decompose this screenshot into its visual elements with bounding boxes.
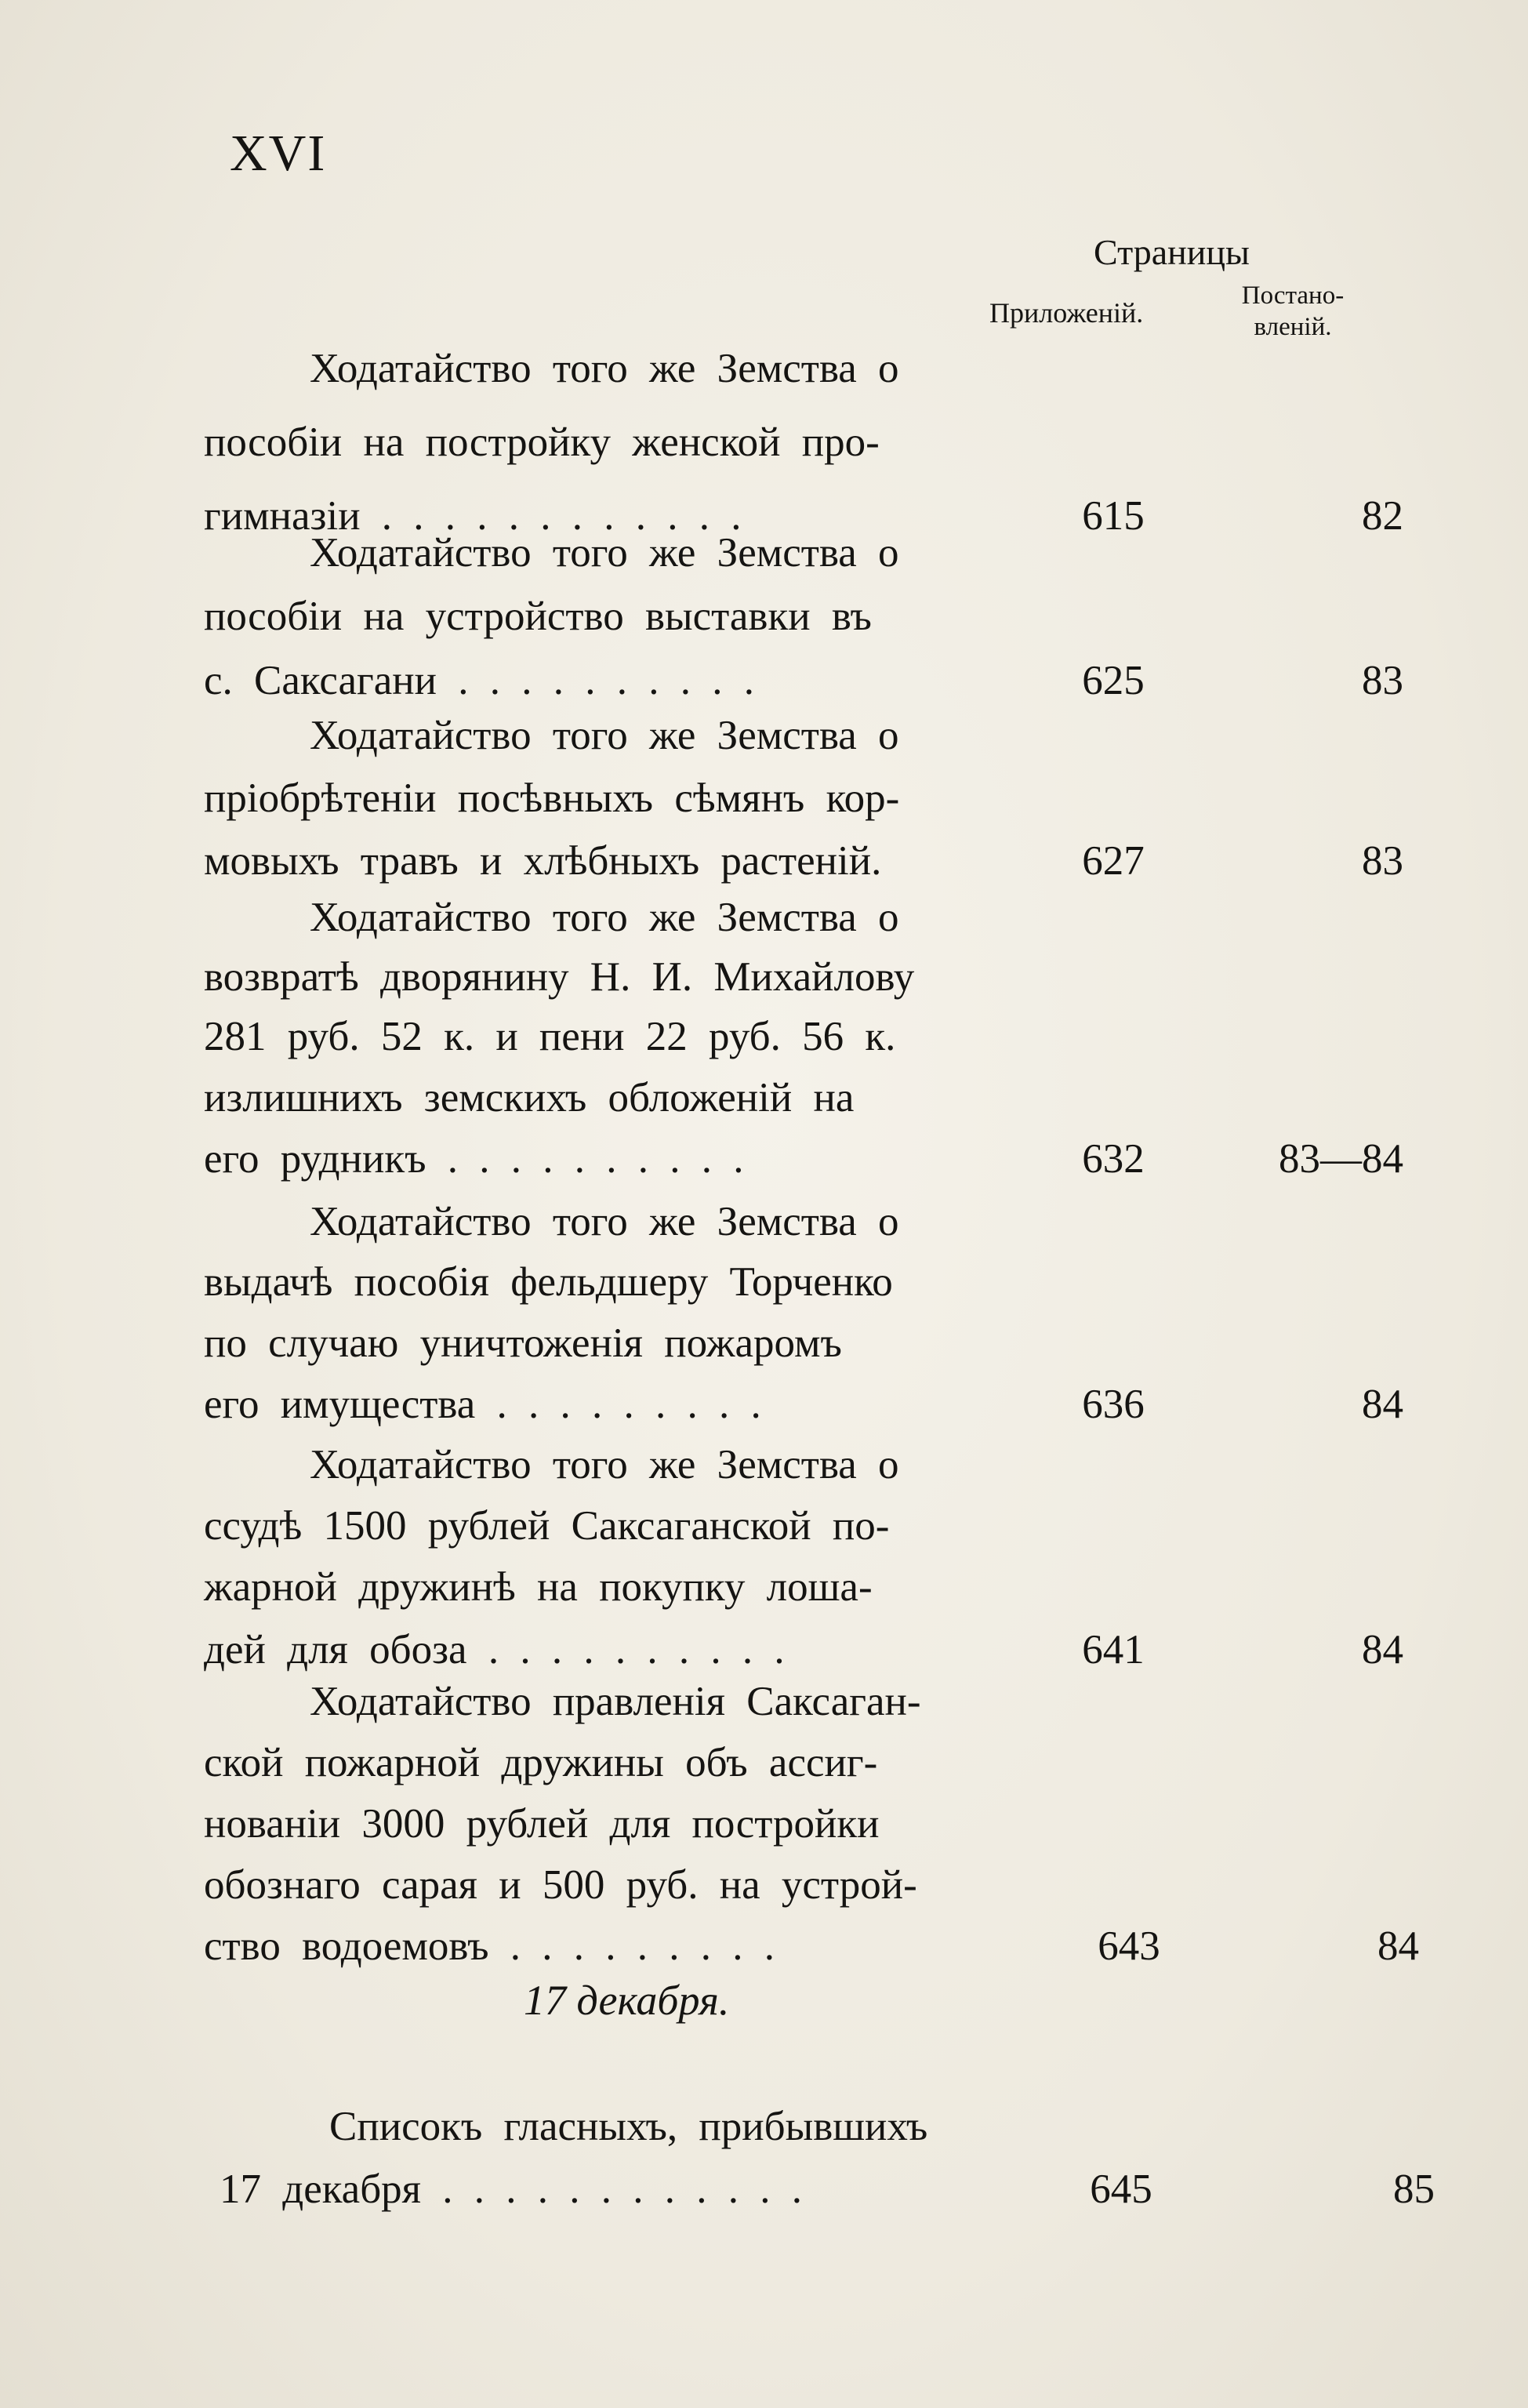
entry-line: Ходатайство того же Земства о <box>310 895 899 940</box>
entry-line: обознаго сарая и 500 руб. на устрой- <box>204 1862 917 1908</box>
entry-line-last <box>204 1373 1427 1436</box>
entry-line-last <box>204 830 1427 892</box>
entry-line: пособіи на устройство выставки въ <box>204 594 872 639</box>
resolutions-heading-line1: Постано- <box>1241 281 1345 310</box>
entry-line: выдачѣ пособія фельдшеру Торченко <box>204 1259 893 1305</box>
entry-line: жарной дружинѣ на покупку лошa- <box>204 1564 873 1610</box>
entry-line: с. Саксагани . . . . . . . . . . <box>204 658 755 703</box>
entry-line: пріобрѣтеніи посѣвныхъ сѣмянъ кор- <box>204 775 900 821</box>
resolution-page-number: 83—84 <box>1279 1136 1403 1182</box>
resolution-page-number: 85 <box>1393 2166 1435 2212</box>
entry-line: дей для обоза . . . . . . . . . . <box>204 1627 785 1673</box>
entry-line: Ходатайство того же Земства о <box>310 713 899 758</box>
resolutions-column-heading <box>1218 280 1367 343</box>
appendix-page-number: 625 <box>1082 658 1145 703</box>
entry-line: Ходатайство правленія Саксаган- <box>310 1679 921 1724</box>
pages-heading: Страницы <box>1094 232 1250 272</box>
appendix-column-heading: Приложеній. <box>989 297 1144 329</box>
entry-line: Ходатайство того же Земства о <box>310 346 899 391</box>
entry-line: Ходатайство того же Земства о <box>310 1199 899 1244</box>
resolutions-heading-line2: вленій. <box>1254 313 1332 341</box>
appendix-page-number: 615 <box>1082 493 1145 539</box>
entry-line: по случаю уничтоженія пожаромъ <box>204 1320 842 1366</box>
appendix-page-number: 645 <box>1090 2166 1152 2212</box>
date-heading: 17 декабря. <box>524 1977 730 2024</box>
entry-line: нованіи 3000 рублей для постройки <box>204 1801 880 1847</box>
entry-line: его имущества . . . . . . . . . <box>204 1382 761 1427</box>
entry-line: его рудникъ . . . . . . . . . . <box>204 1136 744 1182</box>
entry-line: пособіи на постройку женской про- <box>204 419 880 465</box>
entry-line: Списокъ гласныхъ, прибывшихъ <box>329 2104 928 2149</box>
entry-line: Ходатайство того же Земства о <box>310 530 899 576</box>
entry-line: Ходатайство того же Земства о <box>310 1442 899 1487</box>
entry-line: излишнихъ земскихъ обложеній на <box>204 1075 855 1120</box>
entry-line-last <box>220 2158 1443 2221</box>
resolution-page-number: 84 <box>1362 1382 1403 1427</box>
resolution-page-number: 83 <box>1362 838 1403 884</box>
entry-line: 17 декабря . . . . . . . . . . . . <box>220 2166 803 2212</box>
entry-line: мовыхъ травъ и хлѣбныхъ растеній. <box>204 838 882 884</box>
appendix-page-number: 643 <box>1098 1923 1160 1969</box>
resolution-page-number: 82 <box>1362 493 1403 539</box>
entry-line-last <box>204 649 1427 712</box>
resolution-page-number: 83 <box>1362 658 1403 703</box>
entry-line: ство водоемовъ . . . . . . . . . <box>204 1923 775 1969</box>
resolution-page-number: 84 <box>1377 1923 1419 1969</box>
entry-line-last <box>204 1915 1427 1978</box>
entry-line: ссудѣ 1500 рублей Саксаганской по- <box>204 1503 890 1549</box>
entry-line-last <box>204 1128 1427 1190</box>
resolution-page-number: 84 <box>1362 1627 1403 1673</box>
entry-line: гимназіи . . . . . . . . . . . . <box>204 493 742 539</box>
appendix-page-number: 636 <box>1082 1382 1145 1427</box>
appendix-page-number: 641 <box>1082 1627 1145 1673</box>
entry-line: ской пожарной дружины объ ассиг- <box>204 1740 878 1785</box>
appendix-page-number: 627 <box>1082 838 1145 884</box>
entry-line: 281 руб. 52 к. и пени 22 руб. 56 к. <box>204 1014 896 1059</box>
appendix-page-number: 632 <box>1082 1136 1145 1182</box>
entry-line: возвратѣ дворянину Н. И. Михайлову <box>204 954 915 1000</box>
page-number: XVI <box>230 125 327 182</box>
